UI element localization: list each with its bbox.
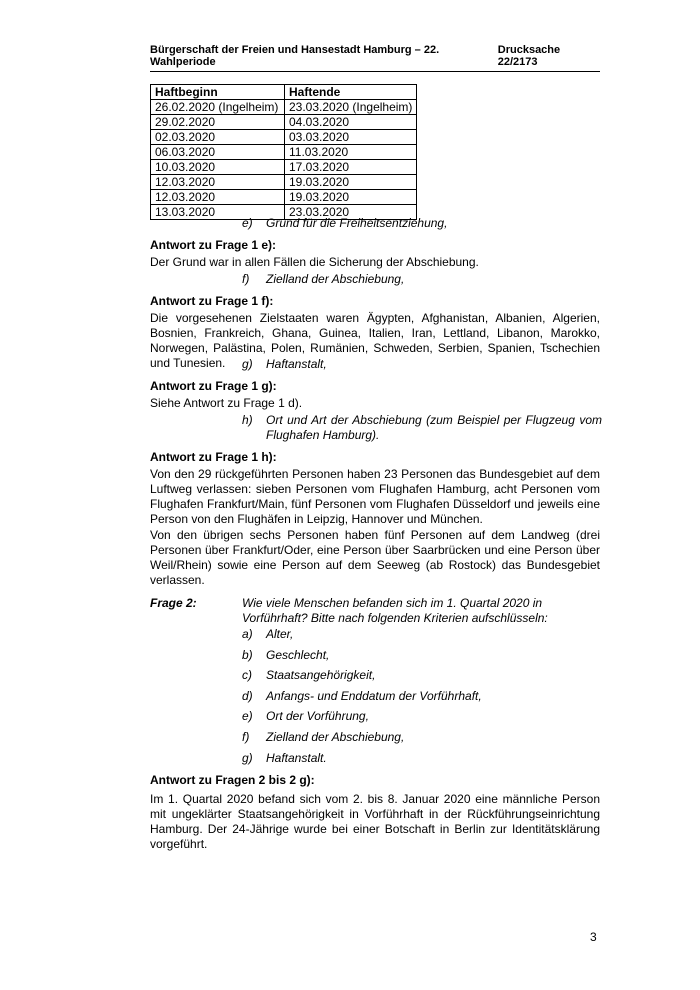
item-label: f) [242,730,250,744]
frage-2-item-e [242,709,369,724]
table-cell: 10.03.2020 [151,160,285,175]
question-text: Grund für die Freiheitsentziehung, [266,216,448,230]
table-cell: 11.03.2020 [285,145,417,160]
table-cell: 19.03.2020 [285,190,417,205]
table-cell: 04.03.2020 [285,115,417,130]
question-text: Zielland der Abschiebung, [266,272,405,286]
item-text: Staatsangehörigkeit, [266,668,376,682]
question-label: f) [242,272,250,286]
header-title: Bürgerschaft der Freien und Hansestadt Hamburg – 22. Wahlperiode [150,44,440,68]
item-text: Geschlecht, [266,648,330,662]
answer-1f-text: Die vorgesehenen Zielstaaten waren Ägypten, Afghanistan, Albanien, Algerien, Bosnien, Frankreich, Ghana, Guinea, Italien, Iran, Lettland, Libanon, Marokko, Norwegen, Palästina, Polen, Rumänien, Schweden, Serbien, Spanien, Tschechien und Tunesien. [150,311,600,370]
table-cell: 29.02.2020 [151,115,285,130]
answer-2-text: Im 1. Quartal 2020 befand sich vom 2. bis 8. Januar 2020 eine männliche Person mit ungeklärter Staatsangehörigkeit in Vorführhaft in der Rückführungseinrichtung Hamburg. Der 24-Jährige wurde bei einer Botschaft in Berlin zur Identitätsklärung vorgeführt. [150,792,600,851]
frage-2-text: Wie viele Menschen befanden sich im 1. Quartal 2020 in Vorführhaft? Bitte nach folgenden Kriterien aufschlüsseln: [242,596,548,625]
frage-2-item-d [242,689,482,704]
page-header [150,44,600,72]
item-text: Zielland der Abschiebung, [266,730,405,744]
item-label: d) [242,689,253,703]
frage-2-item-f [242,730,404,745]
table-row [151,175,417,190]
frage-2-item-b [242,648,329,663]
item-text: Ort der Vorführung, [266,709,369,723]
answer-1h-heading: Antwort zu Frage 1 h): [150,450,277,464]
answer-2-heading: Antwort zu Fragen 2 bis 2 g): [150,773,315,787]
frage-2-item-c [242,668,375,683]
item-label: a) [242,627,253,641]
table-cell: 13.03.2020 [151,205,285,220]
item-label: e) [242,709,253,723]
answer-1h-paragraph-1: Von den 29 rückgeführten Personen haben 23 Personen das Bundesgebiet auf dem Luftweg verlassen: sieben Personen vom Flughafen Hamburg, acht Personen vom Flughafen Frankfurt/Main, fünf Personen vom Flughafen Düsseldorf und jeweils eine Person von den Flughäfen in Leipzig, Hannover und München. [150,467,600,526]
col-header-haftbeginn: Haftbeginn [151,85,285,100]
item-label: g) [242,751,253,765]
answer-1e-text: Der Grund war in allen Fällen die Sicherung der Abschiebung. [150,255,479,269]
item-text: Anfangs- und Enddatum der Vorführhaft, [266,689,482,703]
question-text: Haftanstalt, [266,357,327,371]
table-cell: 06.03.2020 [151,145,285,160]
table-row [151,100,417,115]
table-cell: 26.02.2020 (Ingelheim) [151,100,285,115]
question-text: Ort und Art der Abschiebung (zum Beispiel per Flugzeug vom Flughafen Hamburg). [266,413,602,442]
table-cell: 02.03.2020 [151,130,285,145]
table-row [151,115,417,130]
table-row [151,130,417,145]
table-cell: 23.03.2020 [285,205,417,220]
question-label: h) [242,413,253,427]
table-cell: 03.03.2020 [285,130,417,145]
frage-2-item-a [242,627,293,642]
table-cell: 23.03.2020 (Ingelheim) [285,100,417,115]
question-label: g) [242,357,253,371]
table-cell: 12.03.2020 [151,175,285,190]
answer-1g-heading: Antwort zu Frage 1 g): [150,379,277,393]
answer-1f-heading: Antwort zu Frage 1 f): [150,294,274,308]
header-drucksache: Drucksache 22/2173 [497,44,561,68]
table-cell: 12.03.2020 [151,190,285,205]
table-header-row [151,85,417,100]
page-number: 3 [590,930,597,944]
question-1e [242,216,447,231]
item-label: b) [242,648,253,662]
frage-2-label: Frage 2: [150,596,197,610]
table-row [151,145,417,160]
haft-table [150,84,417,220]
question-1h [242,413,602,443]
answer-1g-text: Siehe Antwort zu Frage 1 d). [150,396,303,410]
question-1g [242,357,327,372]
item-text: Haftanstalt. [266,751,327,765]
col-header-haftende: Haftende [285,85,417,100]
frage-2-item-g [242,751,327,766]
table-cell: 17.03.2020 [285,160,417,175]
table-cell: 19.03.2020 [285,175,417,190]
question-1f [242,272,404,287]
table-row [151,190,417,205]
answer-1h-paragraph-2: Von den übrigen sechs Personen haben fünf Personen auf dem Landweg (drei Personen über Frankfurt/Oder, eine Person über Saarbrücken und eine Person über Weil/Rhein) sowie eine Person auf dem Seeweg (ab Rostock) das Bundesgebiet verlassen. [150,528,600,587]
answer-1e-heading: Antwort zu Frage 1 e): [150,238,277,252]
item-text: Alter, [266,627,294,641]
table-row [151,160,417,175]
item-label: c) [242,668,252,682]
question-label: e) [242,216,253,230]
